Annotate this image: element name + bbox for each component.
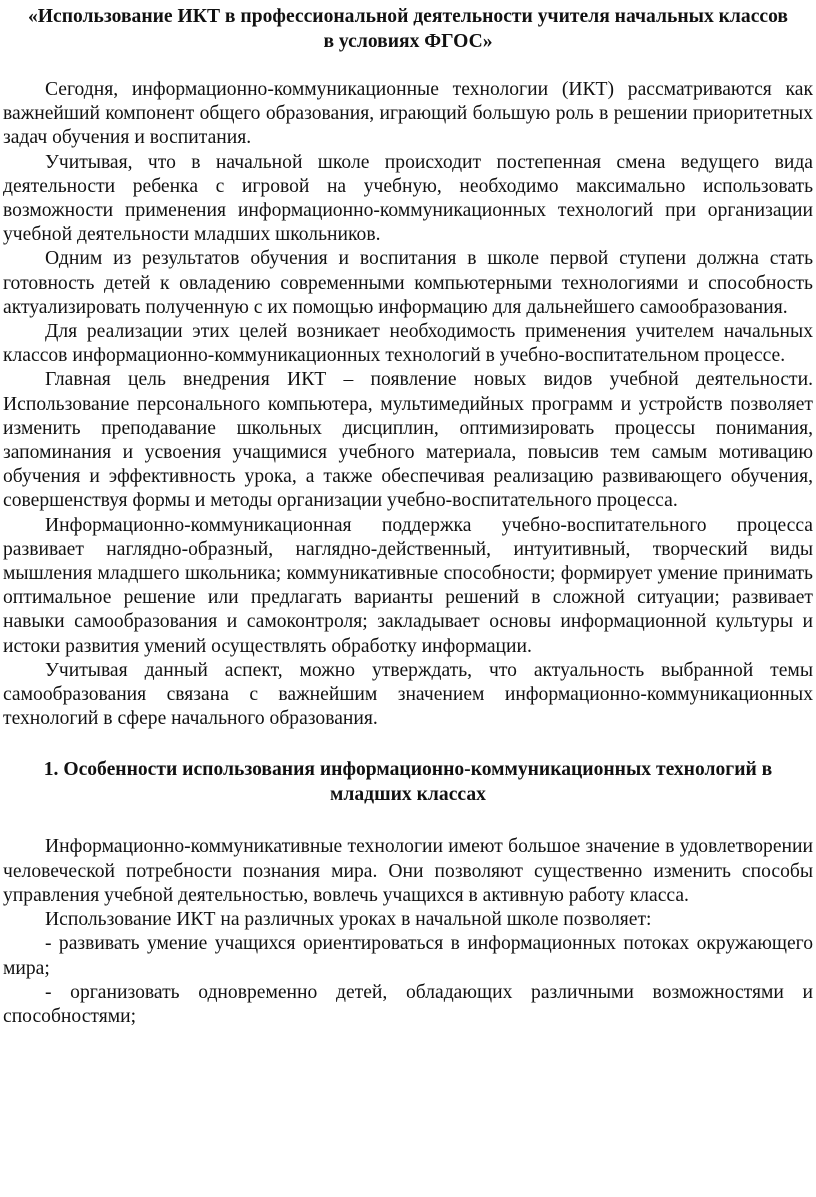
paragraph: Учитывая данный аспект, можно утверждать, что актуальность выбранной темы самообразования связана с важнейшим значением информационно-коммуникационных технологий в сфере начального образования. bbox=[3, 659, 813, 730]
paragraph: Информационно-коммуникативные технологии имеют большое значение в удовлетворении человеческой потребности познания мира. Они позволяют существенно изменить способы управления учебной деятельностью, вовлечь учащихся в активную работу класса. bbox=[3, 836, 813, 906]
paragraph: Использование ИКТ на различных уроках в начальной школе позволяет: bbox=[45, 909, 652, 931]
document-title: «Использование ИКТ в профессиональной деятельности учителя начальных классов в условиях ФГОС» bbox=[27, 6, 789, 52]
section-1-body bbox=[3, 835, 813, 1029]
intro-section bbox=[3, 78, 813, 731]
paragraph: Одним из результатов обучения и воспитания в школе первой ступени должна стать готовность детей к овладению современными компьютерными технологиями и способность актуализировать полученную с их помощью информацию для дальнейшего самообразования. bbox=[3, 248, 813, 318]
paragraph: Учитывая, что в начальной школе происходит постепенная смена ведущего вида деятельности ребенка с игровой на учебную, необходимо максимально использовать возможности применения информационно-коммуникационных технологий при организации учебной деятельности младших школьников. bbox=[3, 151, 813, 246]
paragraph: Главная цель внедрения ИКТ – появление новых видов учебной деятельности. Использование персонального компьютера, мультимедийных программ и устройств позволяет изменить преподавание школьных дисциплин, оптимизировать процессы понимания, запоминания и усвоения учащимися учебного материала, повысив тем самым мотивацию обучения и эффективность урока, а также обеспечивая реализацию развивающего обучения, совершенствуя формы и методы организации учебно-воспитательного процесса. bbox=[3, 369, 813, 512]
spacer bbox=[3, 731, 813, 757]
paragraph: Сегодня, информационно-коммуникационные технологии (ИКТ) рассматриваются как важнейший компонент общего образования, играющий большую роль в решении приоритетных задач обучения и воспитания. bbox=[3, 79, 813, 149]
section-heading: 1. Особенности использования информационно-коммуникационных технологий в младших классах bbox=[43, 759, 773, 806]
list-item: - развивать умение учащихся ориентироваться в информационных потоках окружающего мира; bbox=[3, 933, 813, 979]
paragraph: Информационно-коммуникационная поддержка учебно-воспитательного процесса развивает наглядно-образный, наглядно-действенный, интуитивный, творческий виды мышления младшего школьника; коммуникативные способности; формирует умение принимать оптимальное решение или предлагать варианты решений в сложной ситуации; развивает навыки самообразования и самоконтроля; закладывает основы информационной культуры и истоки развития умений осуществлять обработку информации. bbox=[3, 514, 813, 657]
spacer bbox=[3, 54, 813, 78]
spacer bbox=[3, 807, 813, 835]
list-item: - организовать одновременно детей, обладающих различными возможностями и способностями; bbox=[3, 981, 813, 1027]
paragraph: Для реализации этих целей возникает необходимость применения учителем начальных классов информационно-коммуникационных технологий в учебно-воспитательном процессе. bbox=[3, 321, 813, 367]
